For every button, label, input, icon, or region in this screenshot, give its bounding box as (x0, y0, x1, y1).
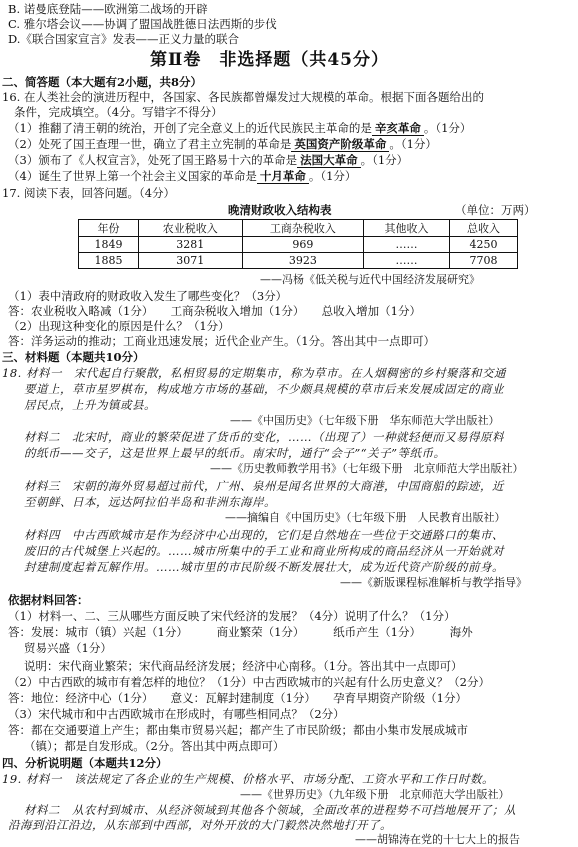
table-row (79, 237, 518, 253)
q18-3: （3）宋代城市和中古西欧城市在形成时，有哪些相同点？（2分） (8, 707, 345, 721)
table-header-cell: 农业税收入 (138, 220, 242, 237)
q18-2-answer: 答：地位：经济中心（1分） 意义：瓦解封建制度（1分） 孕育早期资产阶级（1分） (8, 691, 467, 705)
q16-4-score: 。（1分） (308, 169, 357, 183)
q17-2: （2）出现这种变化的原因是什么？（1分） (8, 319, 230, 333)
table-cell: 1885 (79, 253, 139, 269)
q16-2-text: （2）处死了国王查理一世，确立了君主立宪制的革命是 (8, 137, 292, 151)
material3-source: ——摘编自《中国历史》（七年级下册 人民教育出版社） (225, 511, 506, 524)
material1-line1: 18. 材料一 宋代起自行聚散，私相贸易的定期集市，称为草市。在人烟稠密的乡村聚落和交通 (2, 366, 506, 380)
q18-2: （2）中古西欧的城市有着怎样的地位？（1分）中古西欧城市的兴起有什么历史意义？（2分） (8, 675, 490, 689)
q19-material1-source: ——《世界历史》（九年级下册 北京师范大学出版社） (240, 788, 510, 801)
section2-header: 二、简答题（本大题有2小题，共8分） (2, 75, 203, 89)
material3-line1: 材料三 宋朝的海外贸易超过前代，广州、泉州是闻名世界的大商港，中国商船的踪迹，近 (24, 479, 504, 493)
material1-line3: 居民点，上升为镇或县。 (24, 398, 156, 412)
table-header-cell: 其他收入 (364, 220, 450, 237)
q16-1-answer: 辛亥革命 (372, 121, 424, 136)
material2-source: ——《历史教师教学用书》（七年级下册 北京师范大学出版社） (210, 462, 524, 475)
q16-4 (8, 169, 356, 183)
q16-2-answer: 英国资产阶级革命 (291, 137, 389, 152)
table-cell: 3281 (138, 237, 242, 253)
q18-1-explain: 说明：宋代商业繁荣；宋代商品经济发展；经济中心南移。（1分。答出其中一点即可） (24, 659, 463, 673)
material2-line2: 的纸币——交子，这是世界上最早的纸币。南宋时，通行“会子”“关子”等纸币。 (24, 446, 446, 460)
table-header-cell: 年份 (79, 220, 139, 237)
part2-title: 第Ⅱ卷 非选择题（共45分） (150, 50, 389, 70)
table-cell: …… (364, 253, 450, 269)
q16-4-text: （4）诞生了世界上第一个社会主义国家的革命是 (8, 169, 257, 183)
q19-material2-line2: 沿海到沿江沿边，从东部到中西部，对外开放的大门毅然决然地打开了。 (8, 818, 392, 832)
option-b: B. 诺曼底登陆——欧洲第二战场的开辟 (8, 2, 208, 16)
material4-source: ——《新版课程标准解析与教学指导》 (340, 576, 527, 589)
section4-header: 四、分析说明题（本题共12分） (2, 756, 168, 770)
q16-3 (8, 153, 408, 167)
table-header-row (79, 220, 518, 237)
material1-source: ——《中国历史》（七年级下册 华东师范大学出版社） (230, 414, 500, 427)
material1-line2: 要道上，草市星罗棋布，构成地方市场的基础，不少颇具规模的草市后来发展成固定的商业 (24, 382, 504, 396)
table-caption: 晚清财政收入结构表 (228, 203, 332, 217)
q17-1: （1）表中清政府的财政收入发生了哪些变化？（3分） (8, 289, 288, 303)
q17-1-answer: 答：农业税收入略减（1分） 工商杂税收入增加（1分） 总收入增加（1分） (8, 304, 421, 318)
q18-1: （1）材料一、二、三从哪些方面反映了宋代经济的发展？（4分）说明了什么？（1分） (8, 609, 456, 623)
table-cell: 3923 (242, 253, 363, 269)
q16-2-score: 。（1分） (389, 137, 437, 151)
q16-1-text: （1）推翻了清王朝的统治，开创了完全意义上的近代民族民主革命的是 (8, 121, 372, 135)
q18-1-answer-cont: 贸易兴盛（1分） (24, 641, 112, 655)
table-cell: 3071 (138, 253, 242, 269)
finance-table (78, 219, 518, 269)
q18-3-answer: 答：都在交通要道上产生；都由集市贸易兴起；都产生了市民阶级；都由小集市发展成城市 (8, 723, 468, 737)
q16-intro-2: 条件，完成填空。（4分。写错字不得分） (14, 105, 223, 119)
q19-material2-source: ——胡锦涛在党的十七大上的报告 (355, 833, 520, 846)
material4-line1: 材料四 中古西欧城市是作为经济中心出现的，它们是自然地在一些位于交通路口的集市、 (24, 528, 504, 542)
material4-line2: 废旧的古代城堡上兴起的。……城市所集中的手工业和商业所构成的商品经济从一开始就对 (24, 544, 504, 558)
q16-intro: 16. 在人类社会的演进历程中，各国家、各民族都曾爆发过大规模的革命。根据下面各题给出的 (2, 90, 484, 104)
q19-material2-line1: 材料二 从农村到城市、从经济领域到其他各个领域，全面改革的进程势不可挡地展开了；从 (24, 803, 516, 817)
table-cell: 4250 (449, 237, 517, 253)
table-unit: （单位：万两） (455, 203, 536, 217)
q17-intro: 17. 阅读下表，回答问题。（4分） (2, 186, 176, 200)
table-source: ——冯杨《低关税与近代中国经济发展研究》 (260, 273, 480, 286)
material2-line1: 材料二 北宋时，商业的繁荣促进了货币的变化，……（出现了）一种就轻便而又易得原料 (24, 430, 504, 444)
q18-1-answer: 答：发展：城市（镇）兴起（1分） 商业繁荣（1分） 纸币产生（1分） 海外 (8, 625, 473, 639)
q16-1-score: 。（1分） (423, 121, 472, 135)
q16-3-answer: 法国大革命 (297, 153, 361, 168)
q16-4-answer: 十月革命 (257, 169, 309, 184)
table-cell: …… (364, 237, 450, 253)
answer-header: 依据材料回答： (8, 593, 89, 607)
table-header-cell: 总收入 (449, 220, 517, 237)
q17-2-answer: 答：洋务运动的推动；工商业迅速发展；近代企业产生。（1分。答出其中一点即可） (8, 334, 436, 348)
table-cell: 969 (242, 237, 363, 253)
table-header-cell: 工商杂税收入 (242, 220, 363, 237)
material4-line3: 封建制度起着瓦解作用。……城市里的市民阶级不断发展壮大，成为近代资产阶级的前身。 (24, 560, 504, 574)
table-cell: 1849 (79, 237, 139, 253)
table-cell: 7708 (449, 253, 517, 269)
material3-line2: 至朝鲜、日本，远达阿拉伯半岛和非洲东海岸。 (24, 495, 276, 509)
option-c: C. 雅尔塔会议——协调了盟国战胜德日法西斯的步伐 (8, 17, 277, 31)
q16-2 (8, 137, 437, 151)
option-d: D.《联合国家宣言》发表——正义力量的联合 (8, 32, 239, 46)
q19-material1: 19. 材料一 该法规定了各企业的生产规模、价格水平、市场分配、工资水平和工作日时数。 (2, 772, 494, 786)
q16-3-score: 。（1分） (360, 153, 409, 167)
table-row (79, 253, 518, 269)
section3-header: 三、材料题（本题共10分） (2, 350, 145, 364)
q16-3-text: （3）颁布了《人权宣言》，处死了国王路易十六的革命是 (8, 153, 298, 167)
q18-3-answer-cont: （镇）；都是自发形成。（2分。答出其中两点即可） (24, 739, 285, 753)
q16-1 (8, 121, 471, 135)
